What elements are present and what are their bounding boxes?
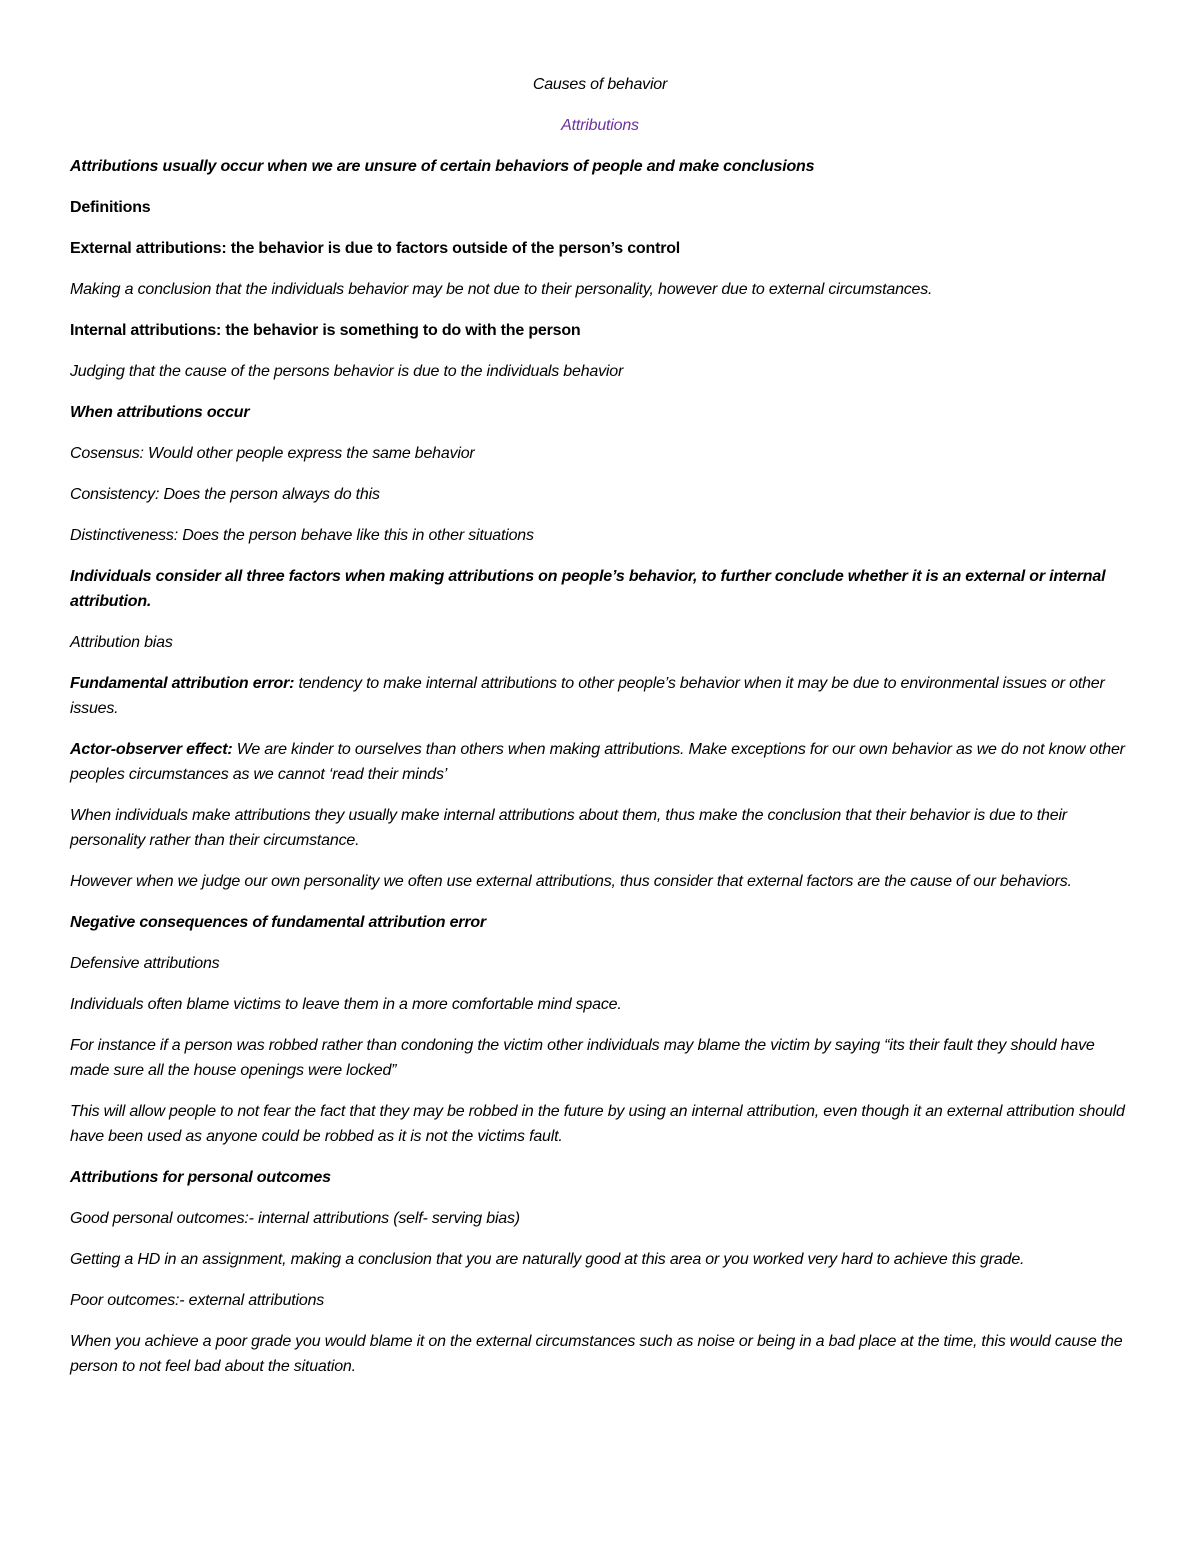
definitions-heading: Definitions: [70, 199, 151, 216]
intro-paragraph: Attributions usually occur when we are unsure of certain behaviors of people and make conclusions: [70, 158, 815, 175]
internal-definition: Internal attributions: the behavior is something to do with the person: [70, 322, 581, 339]
consensus-item: Cosensus: Would other people express the same behavior: [70, 445, 475, 462]
defensive-item: Defensive attributions: [70, 955, 220, 972]
negative-heading: Negative consequences of fundamental attribution error: [70, 914, 486, 931]
fae-text: tendency to make internal attributions to other people’s behavior when it may be due to environmental issues or other issues.: [70, 675, 1105, 717]
aoe-paragraph: [70, 737, 1130, 787]
bias-heading: Attribution bias: [70, 634, 173, 651]
hd-paragraph: Getting a HD in an assignment, making a conclusion that you are naturally good at this area or you worked very hard to achieve this grade.: [70, 1251, 1025, 1268]
poor-explanation: When you achieve a poor grade you would blame it on the external circumstances such as noise or being in a bad place at the time, this would cause the person to not feel bad about the situation.: [70, 1333, 1123, 1375]
document-subtitle: Attributions: [561, 117, 639, 134]
blame-paragraph: Individuals often blame victims to leave them in a more comfortable mind space.: [70, 996, 622, 1013]
when-heading: When attributions occur: [70, 404, 250, 421]
consistency-item: Consistency: Does the person always do this: [70, 486, 380, 503]
external-definition: External attributions: the behavior is due to factors outside of the person’s control: [70, 240, 681, 257]
document-title: Causes of behavior: [532, 76, 668, 93]
fae-term: Fundamental attribution error:: [70, 675, 295, 692]
internal-explanation: Judging that the cause of the persons behavior is due to the individuals behavior: [70, 363, 624, 380]
aoe-text: We are kinder to ourselves than others when making attributions. Make exceptions for our own behavior as we do not know other peoples circumstances as we cannot ‘read their minds’: [70, 741, 1125, 783]
aoe-term: Actor-observer effect:: [70, 741, 233, 758]
poor-outcomes-item: Poor outcomes:- external attributions: [70, 1292, 325, 1309]
allow-paragraph: This will allow people to not fear the fact that they may be robbed in the future by using an internal attribution, even though it an external attribution should have been used as anyone could be robbed as it is not the victims fault.: [70, 1103, 1125, 1145]
own-paragraph: However when we judge our own personality we often use external attributions, thus consider that external factors are the cause of our behaviors.: [70, 873, 1072, 890]
distinctiveness-item: Distinctiveness: Does the person behave like this in other situations: [70, 527, 534, 544]
others-paragraph: When individuals make attributions they usually make internal attributions about them, thus make the conclusion that their behavior is due to their personality rather than their circumstance.: [70, 807, 1067, 849]
fae-paragraph: [70, 671, 1130, 721]
instance-paragraph: For instance if a person was robbed rather than condoning the victim other individuals may blame the victim by saying “its their fault they should have made sure all the house openings were locked”: [70, 1037, 1095, 1079]
good-outcomes-item: Good personal outcomes:- internal attributions (self- serving bias): [70, 1210, 520, 1227]
personal-heading: Attributions for personal outcomes: [70, 1169, 331, 1186]
external-explanation: Making a conclusion that the individuals behavior may be not due to their personality, however due to external circumstances.: [70, 281, 933, 298]
three-factors-paragraph: Individuals consider all three factors when making attributions on people’s behavior, to further conclude whether it is an external or internal attribution.: [70, 568, 1106, 610]
